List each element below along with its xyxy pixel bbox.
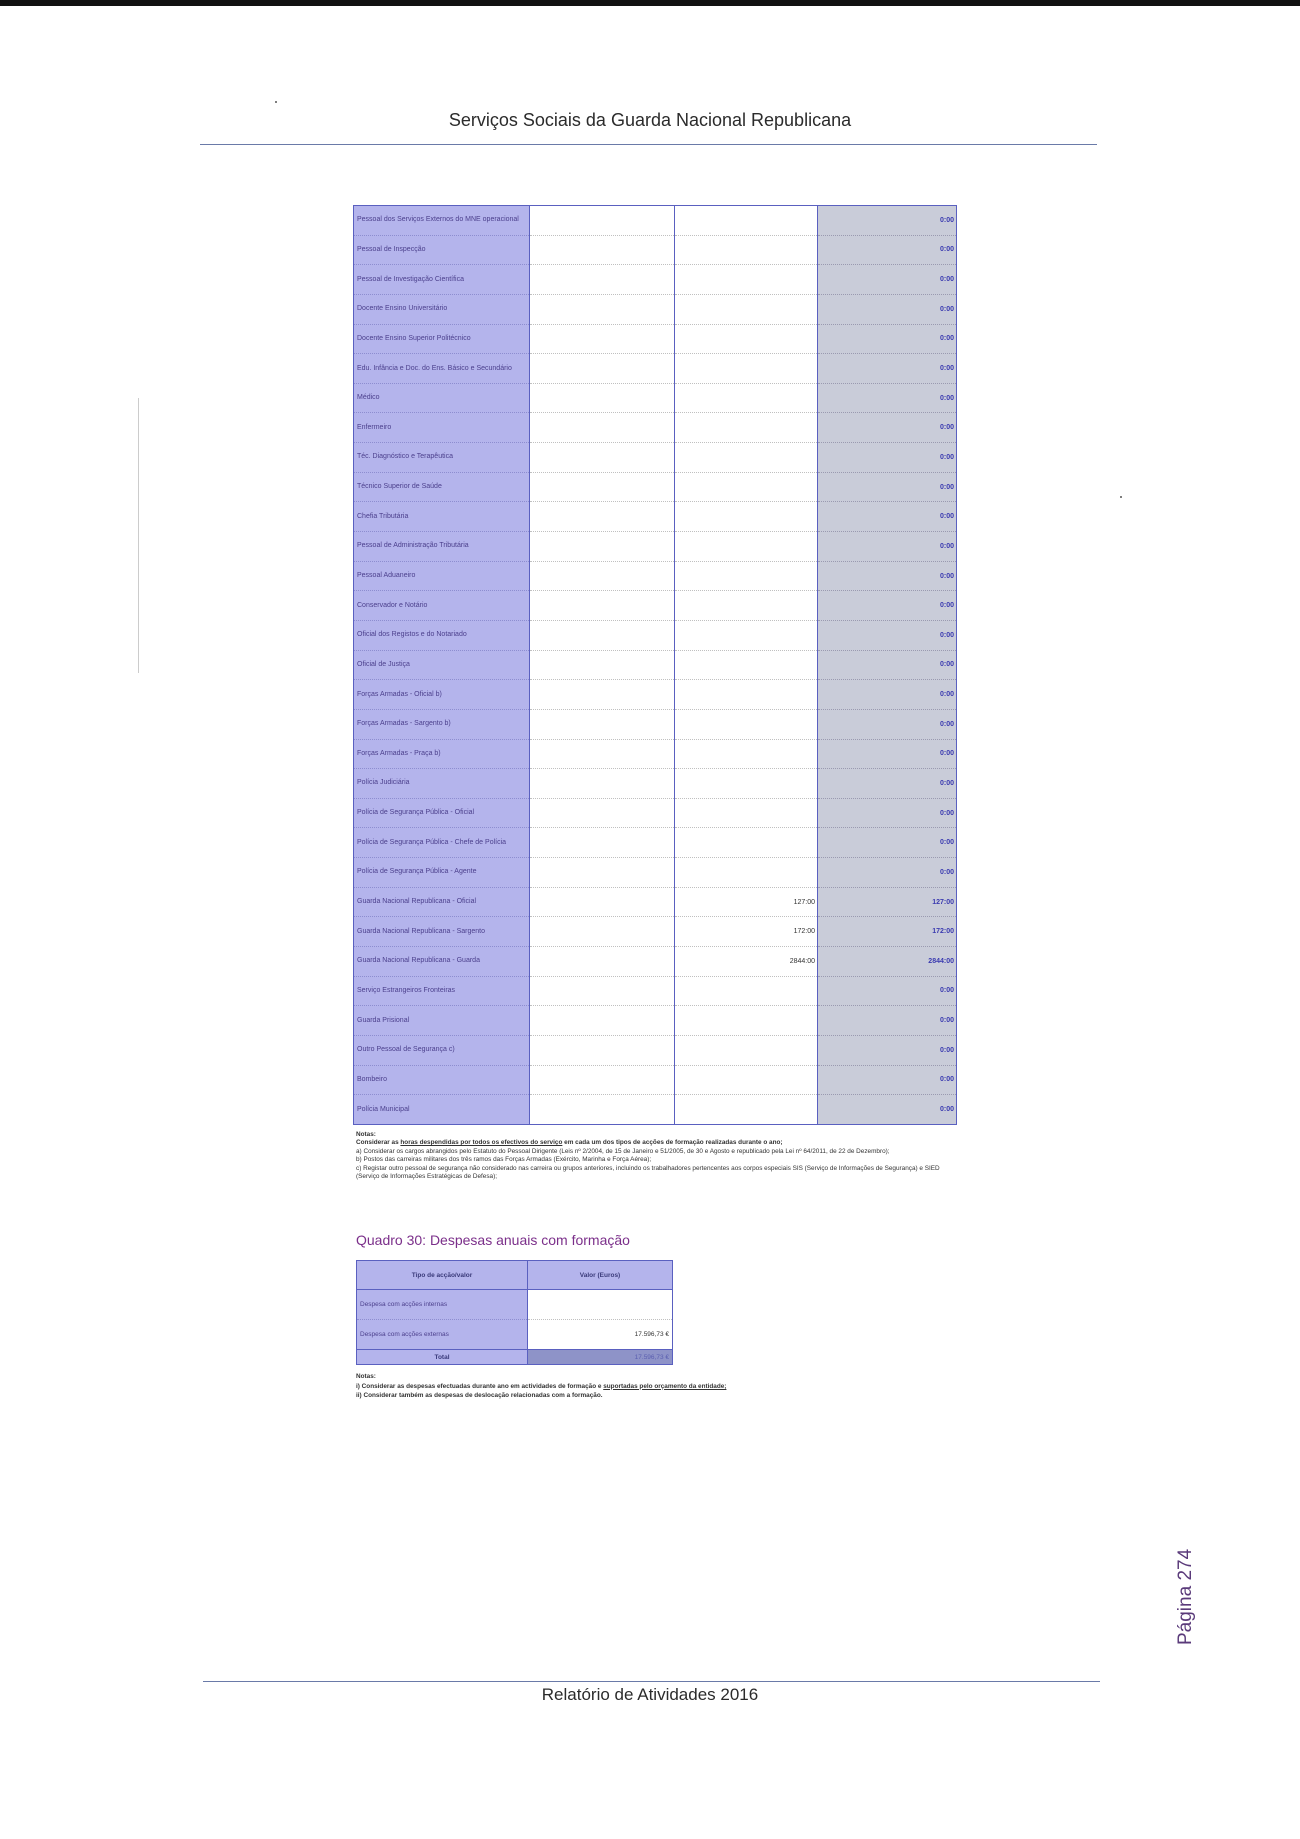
row-total: 0:00 bbox=[818, 443, 957, 473]
table-row bbox=[354, 502, 957, 532]
table-row bbox=[354, 324, 957, 354]
row-label: Pessoal de Investigação Científica bbox=[354, 265, 530, 295]
row-total: 0:00 bbox=[818, 532, 957, 562]
cell-col-1 bbox=[530, 887, 675, 917]
row-label: Pessoal dos Serviços Externos do MNE operacional bbox=[354, 206, 530, 236]
row-total: 0:00 bbox=[818, 680, 957, 710]
table-row bbox=[354, 947, 957, 977]
page-number: Página 274 bbox=[1175, 1548, 1196, 1645]
row-label: Forças Armadas - Oficial b) bbox=[354, 680, 530, 710]
cell-col-2 bbox=[675, 620, 818, 650]
cell-col-2 bbox=[675, 858, 818, 888]
cell-col-1 bbox=[530, 650, 675, 680]
cell-col-1 bbox=[530, 206, 675, 236]
row-value: 17.596,73 € bbox=[528, 1320, 673, 1350]
row-label: Guarda Prisional bbox=[354, 1006, 530, 1036]
row-label: Conservador e Notário bbox=[354, 591, 530, 621]
expense-notes bbox=[356, 1372, 956, 1401]
cell-col-2 bbox=[675, 561, 818, 591]
table-row bbox=[354, 443, 957, 473]
scan-speck bbox=[275, 101, 277, 103]
cell-col-2 bbox=[675, 769, 818, 799]
cell-col-2 bbox=[675, 1006, 818, 1036]
table-row bbox=[354, 798, 957, 828]
row-total: 0:00 bbox=[818, 650, 957, 680]
cell-col-2 bbox=[675, 739, 818, 769]
cell-col-1 bbox=[530, 680, 675, 710]
row-label: Outro Pessoal de Segurança c) bbox=[354, 1035, 530, 1065]
row-total: 0:00 bbox=[818, 413, 957, 443]
table-row bbox=[354, 591, 957, 621]
note-c: c) Registar outro pessoal de segurança não considerado nas carreira ou grupos anteriores, incluindo os trabalhadores pertencentes aos corpos especiais SIS (Serviço de Informações de Segurança) e SIED (Serviço de Informações Estratégicas de Defesa); bbox=[356, 1164, 940, 1181]
row-label: Docente Ensino Superior Politécnico bbox=[354, 324, 530, 354]
row-total: 172:00 bbox=[818, 917, 957, 947]
table-row bbox=[354, 206, 957, 236]
table-row bbox=[354, 976, 957, 1006]
row-total: 0:00 bbox=[818, 354, 957, 384]
row-total: 0:00 bbox=[818, 1065, 957, 1095]
table-row bbox=[357, 1320, 673, 1350]
cell-col-2: 172:00 bbox=[675, 917, 818, 947]
cell-col-1 bbox=[530, 947, 675, 977]
cell-col-1 bbox=[530, 591, 675, 621]
cell-col-1 bbox=[530, 294, 675, 324]
row-total: 0:00 bbox=[818, 828, 957, 858]
cell-col-2 bbox=[675, 709, 818, 739]
row-label: Enfermeiro bbox=[354, 413, 530, 443]
row-total: 0:00 bbox=[818, 472, 957, 502]
cell-col-1 bbox=[530, 1006, 675, 1036]
row-value bbox=[528, 1290, 673, 1320]
row-label: Despesa com acções externas bbox=[357, 1320, 528, 1350]
table-row bbox=[354, 354, 957, 384]
table-row bbox=[354, 1065, 957, 1095]
row-total: 0:00 bbox=[818, 709, 957, 739]
note-ii: ii) Considerar também as despesas de deslocação relacionadas com a formação. bbox=[356, 1392, 603, 1399]
row-label: Guarda Nacional Republicana - Guarda bbox=[354, 947, 530, 977]
quadro-30-title: Quadro 30: Despesas anuais com formação bbox=[356, 1232, 630, 1248]
cell-col-2 bbox=[675, 591, 818, 621]
row-label: Médico bbox=[354, 383, 530, 413]
cell-col-2 bbox=[675, 680, 818, 710]
note-a: a) Considerar os cargos abrangidos pelo Estatuto do Pessoal Dirigente (Leis nº 2/2004, de 15 de Janeiro e 51/2005, de 30 e Agosto e republicado pela Lei nº 64/2011, de 22 de Dezembro); bbox=[356, 1147, 890, 1155]
scan-artifact-line bbox=[138, 398, 139, 673]
row-total: 0:00 bbox=[818, 561, 957, 591]
cell-col-2 bbox=[675, 324, 818, 354]
row-total: 0:00 bbox=[818, 769, 957, 799]
cell-col-1 bbox=[530, 383, 675, 413]
row-total: 0:00 bbox=[818, 620, 957, 650]
column-header-value: Valor (Euros) bbox=[528, 1261, 673, 1290]
cell-col-2 bbox=[675, 976, 818, 1006]
cell-col-1 bbox=[530, 739, 675, 769]
table-notes bbox=[356, 1131, 956, 1181]
table-row bbox=[354, 769, 957, 799]
cell-col-2 bbox=[675, 354, 818, 384]
row-total: 127:00 bbox=[818, 887, 957, 917]
cell-col-1 bbox=[530, 769, 675, 799]
note-main: Considerar as horas despendidas por todos os efectivos do serviço em cada um dos tipos de acções de formação realizadas durante o ano; bbox=[356, 1139, 783, 1147]
cell-col-1 bbox=[530, 709, 675, 739]
cell-col-1 bbox=[530, 532, 675, 562]
row-total: 0:00 bbox=[818, 976, 957, 1006]
cell-col-1 bbox=[530, 472, 675, 502]
cell-col-2 bbox=[675, 650, 818, 680]
cell-col-2 bbox=[675, 1035, 818, 1065]
header-divider bbox=[200, 144, 1097, 145]
footer-divider bbox=[203, 1681, 1100, 1682]
table-row bbox=[354, 265, 957, 295]
cell-col-2 bbox=[675, 828, 818, 858]
row-label: Bombeiro bbox=[354, 1065, 530, 1095]
cell-col-1 bbox=[530, 354, 675, 384]
row-label: Forças Armadas - Sargento b) bbox=[354, 709, 530, 739]
row-total: 0:00 bbox=[818, 1035, 957, 1065]
cell-col-2 bbox=[675, 502, 818, 532]
table-row bbox=[354, 828, 957, 858]
row-label: Pessoal Aduaneiro bbox=[354, 561, 530, 591]
row-total: 0:00 bbox=[818, 739, 957, 769]
total-value: 17.596,73 € bbox=[528, 1350, 673, 1365]
cell-col-1 bbox=[530, 502, 675, 532]
page-footer-title: Relatório de Atividades 2016 bbox=[541, 1685, 759, 1704]
table-row bbox=[354, 739, 957, 769]
row-total: 0:00 bbox=[818, 502, 957, 532]
row-label: Forças Armadas - Praça b) bbox=[354, 739, 530, 769]
row-total: 0:00 bbox=[818, 294, 957, 324]
cell-col-2 bbox=[675, 383, 818, 413]
row-label: Polícia de Segurança Pública - Oficial bbox=[354, 798, 530, 828]
table-row bbox=[354, 532, 957, 562]
page-header-title: Serviços Sociais da Guarda Nacional Republicana bbox=[448, 110, 852, 130]
cell-col-1 bbox=[530, 798, 675, 828]
table-row bbox=[354, 235, 957, 265]
row-total: 0:00 bbox=[818, 383, 957, 413]
row-label: Técnico Superior de Saúde bbox=[354, 472, 530, 502]
cell-col-2 bbox=[675, 443, 818, 473]
cell-col-2: 127:00 bbox=[675, 887, 818, 917]
cell-col-1 bbox=[530, 235, 675, 265]
cell-col-2 bbox=[675, 265, 818, 295]
table-row bbox=[354, 620, 957, 650]
cell-col-1 bbox=[530, 1095, 675, 1125]
table-row bbox=[357, 1290, 673, 1320]
cell-col-2: 2844:00 bbox=[675, 947, 818, 977]
column-header-type: Tipo de acção/valor bbox=[357, 1261, 528, 1290]
cell-col-1 bbox=[530, 858, 675, 888]
row-label: Edu. Infância e Doc. do Ens. Básico e Secundário bbox=[354, 354, 530, 384]
cell-col-2 bbox=[675, 1095, 818, 1125]
scan-top-border bbox=[0, 0, 1300, 6]
notes-title: Notas: bbox=[356, 1131, 376, 1138]
table-row bbox=[354, 709, 957, 739]
cell-col-1 bbox=[530, 620, 675, 650]
cell-col-2 bbox=[675, 235, 818, 265]
table-row bbox=[354, 413, 957, 443]
table-row bbox=[354, 858, 957, 888]
cell-col-1 bbox=[530, 976, 675, 1006]
row-total: 2844:00 bbox=[818, 947, 957, 977]
row-label: Polícia de Segurança Pública - Chefe de Polícia bbox=[354, 828, 530, 858]
row-total: 0:00 bbox=[818, 206, 957, 236]
row-total: 0:00 bbox=[818, 235, 957, 265]
scan-speck bbox=[1120, 496, 1122, 498]
row-total: 0:00 bbox=[818, 798, 957, 828]
cell-col-2 bbox=[675, 206, 818, 236]
table-row bbox=[354, 887, 957, 917]
row-total: 0:00 bbox=[818, 1095, 957, 1125]
cell-col-1 bbox=[530, 265, 675, 295]
row-label: Oficial dos Registos e do Notariado bbox=[354, 620, 530, 650]
table-row bbox=[354, 383, 957, 413]
row-label: Pessoal de Inspecção bbox=[354, 235, 530, 265]
cell-col-1 bbox=[530, 324, 675, 354]
cell-col-2 bbox=[675, 532, 818, 562]
row-total: 0:00 bbox=[818, 265, 957, 295]
table-row bbox=[354, 917, 957, 947]
cell-col-2 bbox=[675, 294, 818, 324]
row-label: Pessoal de Administração Tributária bbox=[354, 532, 530, 562]
row-label: Polícia Judiciária bbox=[354, 769, 530, 799]
row-total: 0:00 bbox=[818, 591, 957, 621]
row-label: Despesa com acções internas bbox=[357, 1290, 528, 1320]
row-label: Chefia Tributária bbox=[354, 502, 530, 532]
row-total: 0:00 bbox=[818, 1006, 957, 1036]
row-label: Téc. Diagnóstico e Terapêutica bbox=[354, 443, 530, 473]
table-row bbox=[354, 472, 957, 502]
cell-col-2 bbox=[675, 413, 818, 443]
row-label: Serviço Estrangeiros Fronteiras bbox=[354, 976, 530, 1006]
cell-col-1 bbox=[530, 413, 675, 443]
table-row bbox=[354, 1095, 957, 1125]
total-row bbox=[357, 1350, 673, 1365]
cell-col-2 bbox=[675, 472, 818, 502]
row-label: Guarda Nacional Republicana - Oficial bbox=[354, 887, 530, 917]
cell-col-1 bbox=[530, 443, 675, 473]
note-b: b) Postos das carreiras militares dos três ramos das Forças Armadas (Exército, Marinha e Força Aérea); bbox=[356, 1156, 652, 1164]
cell-col-1 bbox=[530, 917, 675, 947]
cell-col-1 bbox=[530, 1065, 675, 1095]
cell-col-1 bbox=[530, 1035, 675, 1065]
total-label: Total bbox=[357, 1350, 528, 1365]
row-label: Polícia Municipal bbox=[354, 1095, 530, 1125]
row-total: 0:00 bbox=[818, 324, 957, 354]
notes-title: Notas: bbox=[356, 1373, 376, 1380]
table-row bbox=[354, 1035, 957, 1065]
row-total: 0:00 bbox=[818, 858, 957, 888]
table-row bbox=[354, 1006, 957, 1036]
table-row bbox=[354, 680, 957, 710]
cell-col-1 bbox=[530, 828, 675, 858]
row-label: Oficial de Justiça bbox=[354, 650, 530, 680]
cell-col-2 bbox=[675, 798, 818, 828]
row-label: Docente Ensino Universitário bbox=[354, 294, 530, 324]
table-row bbox=[354, 650, 957, 680]
row-label: Polícia de Segurança Pública - Agente bbox=[354, 858, 530, 888]
table-row bbox=[354, 294, 957, 324]
cell-col-2 bbox=[675, 1065, 818, 1095]
training-hours-table bbox=[353, 205, 957, 1125]
note-i: i) Considerar as despesas efectuadas durante ano em actividades de formação e suportadas pelo orçamento da entidade; bbox=[356, 1382, 727, 1390]
cell-col-1 bbox=[530, 561, 675, 591]
table-row bbox=[354, 561, 957, 591]
training-expenses-table bbox=[356, 1260, 673, 1365]
row-label: Guarda Nacional Republicana - Sargento bbox=[354, 917, 530, 947]
